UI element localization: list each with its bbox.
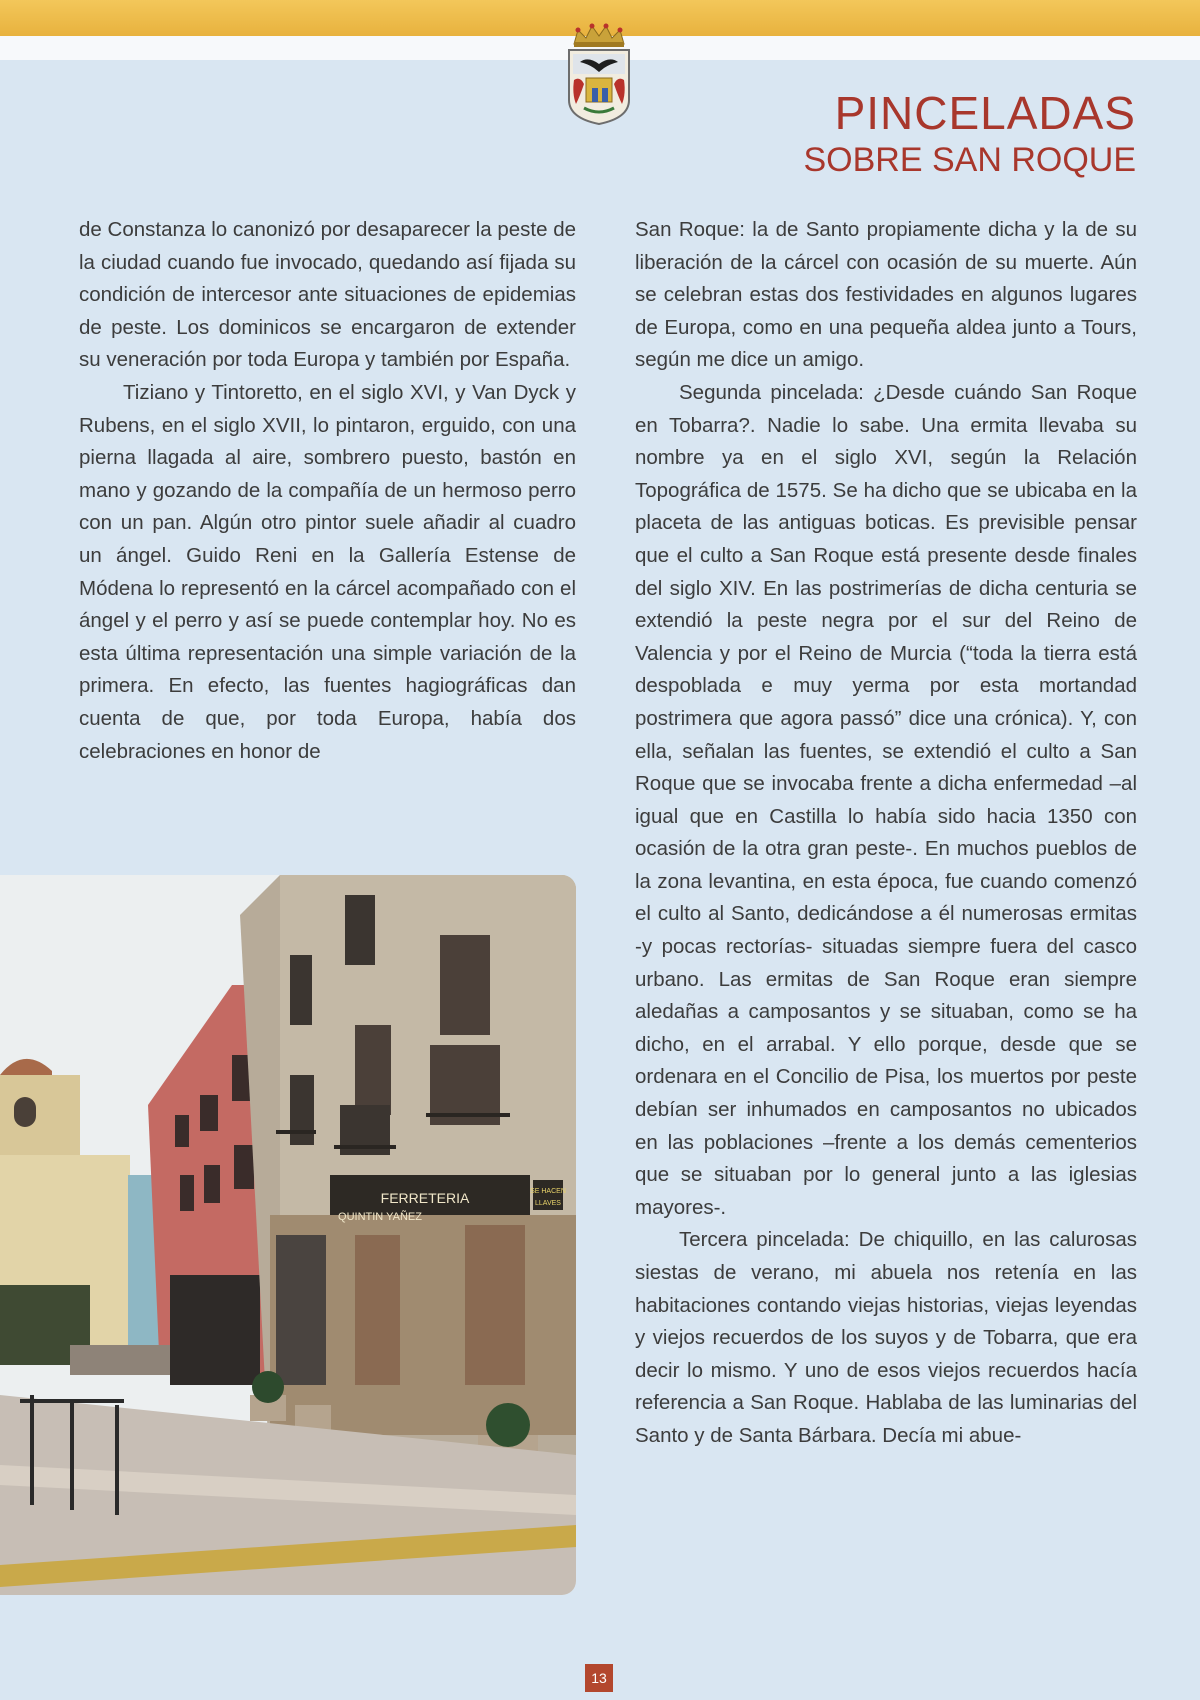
- section-title: [803, 88, 1136, 180]
- left-text-column: [79, 214, 576, 768]
- title-subtitle: SOBRE SAN ROQUE: [803, 141, 1136, 179]
- street-photo: [0, 875, 576, 1595]
- right-paragraph-1: San Roque: la de Santo propiamente dicha y la de su liberación de la cárcel con ocasión de su muerte. Aún se celebran estas dos festividades en algunos lugares de Europa, como en una pequeña aldea junto a Tours, según me dice un amigo.: [635, 218, 1137, 372]
- shop-sign-owner: QUINTIN YAÑEZ: [338, 1211, 422, 1223]
- left-paragraph-2: Tiziano y Tintoretto, en el siglo XVI, y Van Dyck y Rubens, en el siglo XVII, lo pintaron, erguido, con una pierna llagada al aire, sombrero puesto, bastón en mano y gozando de la compañía de un hermoso perro con un pan. Algún otro pintor suele añadir al cuadro un ángel. Guido Reni en la Gallería Estense de Módena lo representó en la cárcel acompañado con el ángel y el perro y así se puede contemplar hoy. No es esta última representación una simple variación de la primera. En efecto, las fuentes hagiográficas dan cuenta de que, por toda Europa, había dos celebraciones en honor de: [79, 380, 576, 763]
- street-photo-illustration: [0, 875, 576, 1595]
- title-main: PINCELADAS: [834, 87, 1136, 139]
- shop-sign-side-1: SE HACEN: [530, 1188, 566, 1195]
- shop-sign-ferreteria: FERRETERIA: [380, 1190, 470, 1206]
- left-paragraph-1: de Constanza lo canonizó por desaparecer la peste de la ciudad cuando fue invocado, quedando así fijada su condición de intercesor ante situaciones de epidemias de peste. Los dominicos se encargaron de extender su veneración por toda Europa y también por España.: [79, 218, 576, 372]
- shop-sign-side-2: LLAVES: [535, 1200, 561, 1207]
- municipal-coat-of-arms-icon: [566, 20, 632, 126]
- right-text-column: [635, 214, 1137, 1453]
- right-paragraph-3: Tercera pincelada: De chiquillo, en las calurosas siestas de verano, mi abuela nos retenía en las habitaciones contando viejas historias, viejas leyendas y viejos recuerdos de los suyos y de Tobarra, que era decir lo mismo. Y uno de esos viejos recuerdos hacía referencia a San Roque. Hablaba de las luminarias del Santo y de Santa Bárbara. Decía mi abue-: [635, 1228, 1137, 1447]
- page-number: 13: [585, 1664, 613, 1692]
- right-paragraph-2: Segunda pincelada: ¿Desde cuándo San Roque en Tobarra?. Nadie lo sabe. Una ermita llevaba su nombre ya en el siglo XVI, según la Relación Topográfica de 1575. Se ha dicho que se ubicaba en la placeta de las antiguas boticas. Es previsible pensar que el culto a San Roque está presente desde finales del siglo XIV. En las postrimerías de dicha centuria se extendió la peste negra por el sur del Reino de Valencia y por el Reino de Murcia (“toda la tierra está despoblada e muy yerma por esta mortandad postrimera que agora passó” dice una crónica). Y, con ella, señalan las fuentes, se extendió el culto a San Roque que se invocaba frente a dicha enfermedad –al igual que en Castilla lo había sido hacia 1350 con ocasión de la otra gran peste-. En muchos pueblos de la zona levantina, en esta época, fue cuando comenzó el culto al Santo, dedicándose a él numerosas ermitas -y pocas rectorías- situadas siempre fuera del casco urbano. Las ermitas de San Roque eran siempre aledañas a camposantos y se situaban, como se ha dicho, en el arrabal. Y ello porque, desde que se ordenara en el Concilio de Pisa, los muertos por peste debían ser inhumados en camposantos no ubicados en las poblaciones –frente a los demás cementerios que se situaban por lo general junto a las iglesias mayores-.: [635, 380, 1137, 1219]
